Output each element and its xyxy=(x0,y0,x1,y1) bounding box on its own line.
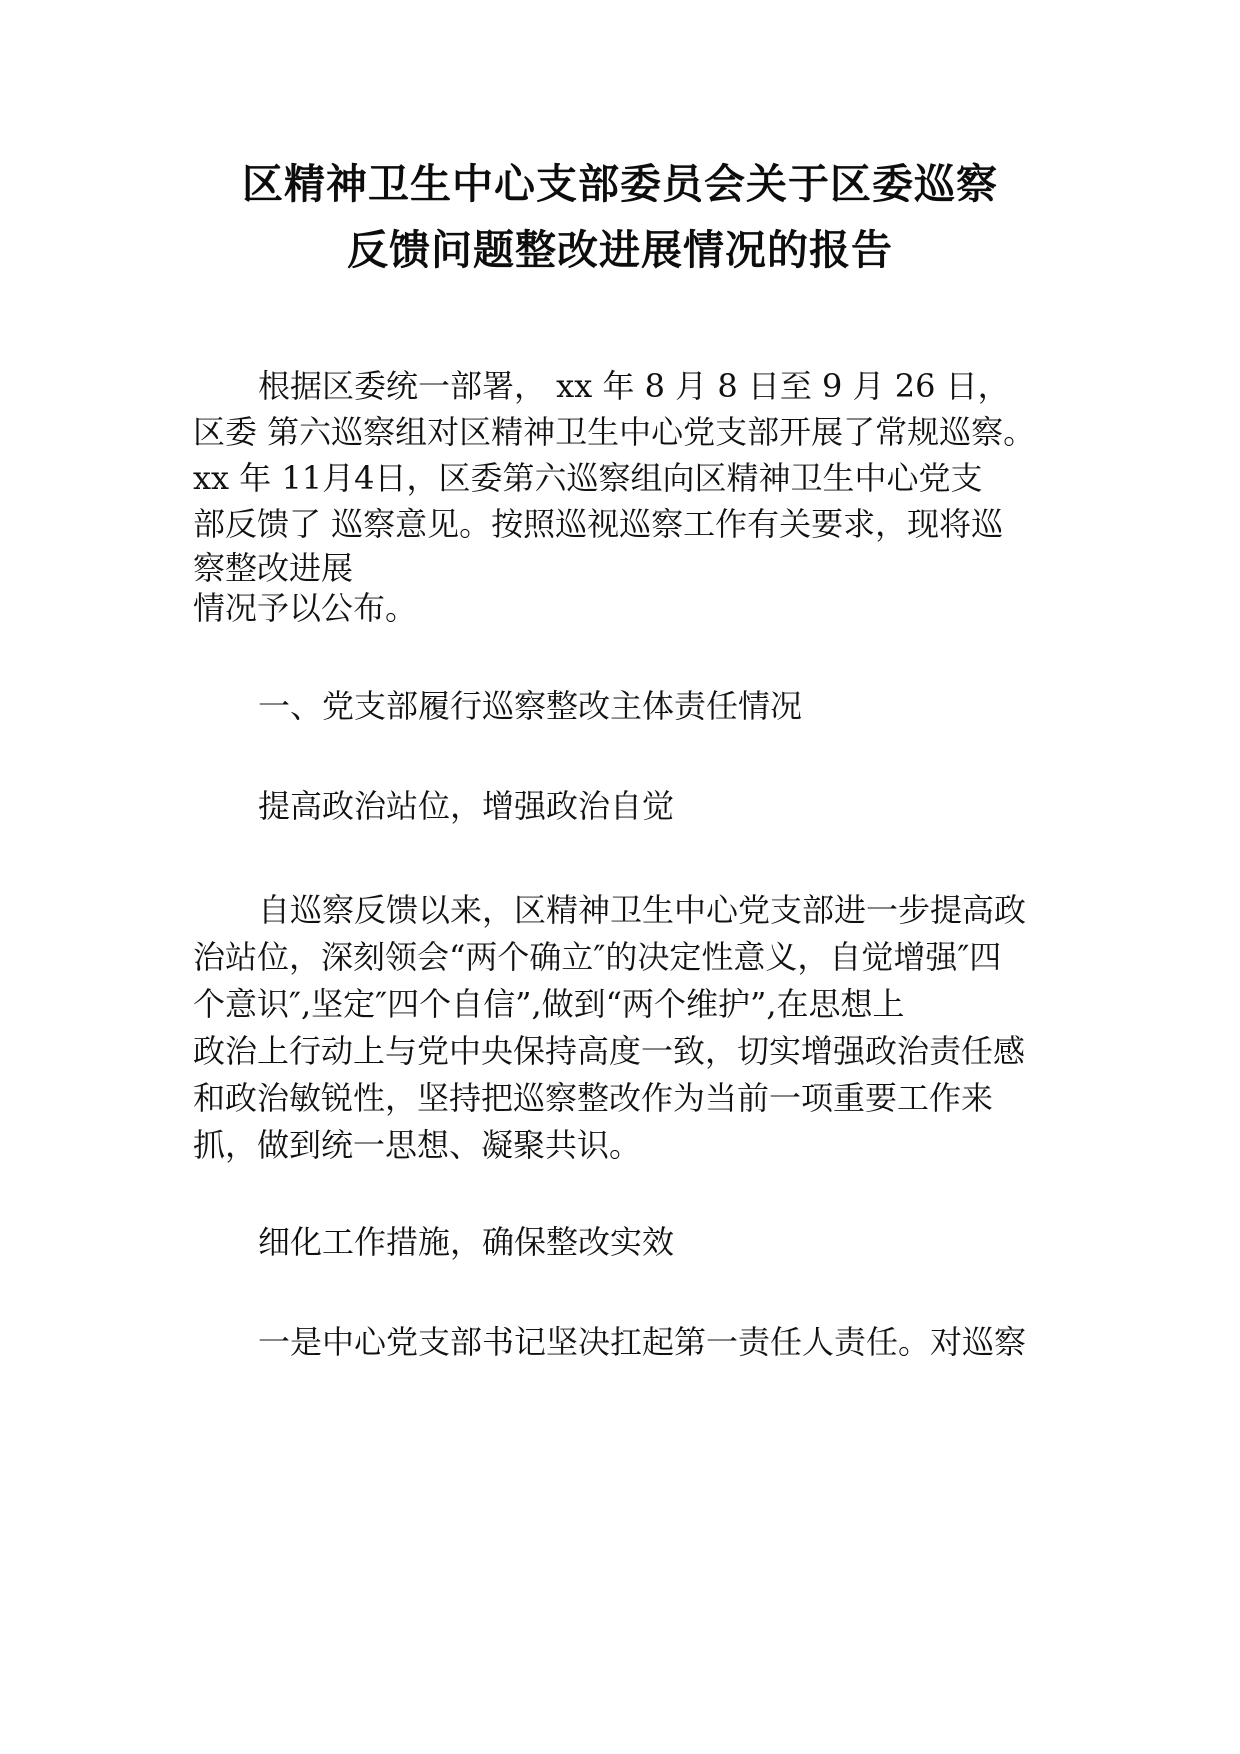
intro-line-6: 情况予以公布。 xyxy=(193,589,418,627)
intro-line-1: 根据区委统一部署， xx 年 8 月 8 日至 9 月 26 日， xyxy=(258,367,1010,405)
intro-line-3: xx 年 11月4日，区委第六巡察组向区精神卫生中心党支 xyxy=(193,459,983,497)
document-title-line-1: 区精神卫生中心支部委员会关于区委巡察 xyxy=(242,160,998,208)
para-2-line-3: 个意识″,坚定″四个自信”,做到“两个维护”,在思想上 xyxy=(193,985,905,1023)
para-3-line-1: 一是中心党支部书记坚决扛起第一责任人责任。对巡察 xyxy=(258,1323,1027,1361)
para-2-line-1: 自巡察反馈以来，区精神卫生中心党支部进一步提高政 xyxy=(258,891,1027,929)
subheading-2: 细化工作措施，确保整改实效 xyxy=(258,1223,675,1261)
intro-line-2: 区委 第六巡察组对区精神卫生中心党支部开展了常规巡察。 xyxy=(193,413,1036,451)
para-2-line-6: 抓，做到统一思想、凝聚共识。 xyxy=(193,1126,642,1164)
section-1-heading: 一、党支部履行巡察整改主体责任情况 xyxy=(258,687,803,725)
intro-line-5: 察整改进展 xyxy=(193,549,354,587)
document-title-line-2: 反馈问题整改进展情况的报告 xyxy=(347,226,893,274)
para-2-line-2: 治站位，深刻领会“两个确立″的决定性意义，自觉增强″四 xyxy=(193,938,1002,976)
subheading-1: 提高政治站位，增强政治自觉 xyxy=(258,787,675,825)
para-2-line-5: 和政治敏锐性，坚持把巡察整改作为当前一项重要工作来 xyxy=(193,1079,994,1117)
intro-line-4: 部反馈了 巡察意见。按照巡视巡察工作有关要求，现将巡 xyxy=(193,505,1004,543)
para-2-line-4: 政治上行动上与党中央保持高度一致，切实增强政治责任感 xyxy=(193,1032,1026,1070)
